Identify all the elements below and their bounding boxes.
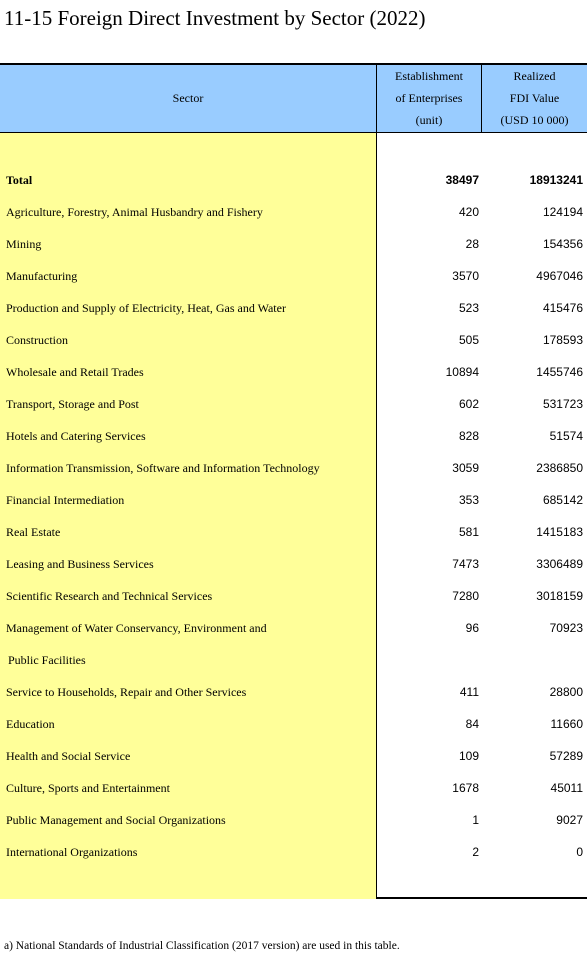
table-row: [0, 229, 587, 261]
table-row: [0, 517, 587, 549]
table-row: [0, 261, 587, 293]
table-row: [0, 613, 587, 677]
table-row: [0, 389, 587, 421]
sector-name: Education: [6, 717, 55, 731]
sector-name: Mining: [6, 237, 42, 251]
header-fdi-line-2: FDI Value: [509, 91, 560, 105]
sector-name: Agriculture, Forestry, Animal Husbandry and Fishery: [6, 205, 263, 219]
fdi-table: [0, 63, 587, 899]
fdi-value: 531723: [542, 397, 583, 411]
header-establishment-line-1: Establishment: [395, 69, 463, 83]
fdi-value: 1455746: [536, 365, 583, 379]
sector-name: Management of Water Conservancy, Environment and: [6, 621, 267, 635]
table-row: [0, 741, 587, 773]
table-header: [0, 65, 587, 133]
establishments-value: 109: [458, 749, 479, 763]
sector-name: Construction: [6, 333, 68, 347]
header-fdi-line-1: Realized: [513, 69, 556, 83]
fdi-value: 1415183: [536, 525, 583, 539]
table-row: [0, 357, 587, 389]
footnote: a) National Standards of Industrial Classification (2017 version) are used in this table.: [4, 940, 400, 952]
sector-name: Health and Social Service: [6, 749, 131, 763]
establishments-value: 7280: [452, 589, 479, 603]
table-row: [0, 837, 587, 869]
fdi-value: 2386850: [536, 461, 583, 475]
fdi-value: 9027: [556, 813, 583, 827]
fdi-value: 11660: [550, 717, 583, 731]
fdi-value: 124194: [542, 205, 583, 219]
establishments-value: 602: [458, 397, 479, 411]
establishments-value: 7473: [452, 557, 479, 571]
header-fdi-line-3: (USD 10 000): [500, 113, 569, 127]
sector-name: Information Transmission, Software and Information Technology: [6, 461, 320, 475]
fdi-value: 70923: [549, 621, 583, 635]
fdi-value: 28800: [549, 685, 583, 699]
header-establishment-line-2: of Enterprises: [395, 91, 463, 105]
fdi-value: 154356: [542, 237, 583, 251]
establishments-value: 96: [465, 621, 479, 635]
table-row: [0, 773, 587, 805]
header-column-divider: [481, 65, 482, 133]
header-establishment: [377, 65, 481, 131]
sector-name: Wholesale and Retail Trades: [6, 365, 144, 379]
sector-name: Financial Intermediation: [6, 493, 125, 507]
sector-name: Scientific Research and Technical Services: [6, 589, 213, 603]
header-establishment-line-3: (unit): [415, 113, 443, 127]
fdi-value: 57289: [549, 749, 583, 763]
sector-name-continued: Public Facilities: [8, 653, 86, 667]
establishments-value: 28: [465, 237, 479, 251]
table-row: [0, 581, 587, 613]
establishments-value: 420: [458, 205, 479, 219]
establishments-value: 3059: [452, 461, 479, 475]
establishments-value: 523: [458, 301, 479, 315]
fdi-value: 18913241: [529, 173, 583, 187]
establishments-value: 828: [458, 429, 479, 443]
table-row: [0, 709, 587, 741]
table-row: [0, 549, 587, 581]
table-row: [0, 677, 587, 709]
sector-name: Total: [6, 173, 33, 187]
establishments-value: 581: [458, 525, 479, 539]
fdi-value: 178593: [542, 333, 583, 347]
header-sector: Sector: [172, 90, 204, 105]
sector-name: Hotels and Catering Services: [6, 429, 146, 443]
table-row: [0, 805, 587, 837]
sector-name: Leasing and Business Services: [6, 557, 154, 571]
sector-name: International Organizations: [6, 845, 138, 859]
sector-name: Culture, Sports and Entertainment: [6, 781, 170, 795]
fdi-value: 685142: [542, 493, 583, 507]
table-row: [0, 453, 587, 485]
establishments-value: 84: [465, 717, 479, 731]
table-row: [0, 485, 587, 517]
sector-name: Production and Supply of Electricity, Heat, Gas and Water: [6, 301, 286, 315]
sector-name: Transport, Storage and Post: [6, 397, 139, 411]
sector-name: Manufacturing: [6, 269, 78, 283]
establishments-value: 505: [458, 333, 479, 347]
establishments-value: 411: [459, 685, 479, 699]
establishments-value: 1: [472, 813, 479, 827]
header-fdi: [482, 65, 587, 131]
table-row: [0, 421, 587, 453]
fdi-value: 45011: [550, 781, 583, 795]
fdi-value: 51574: [549, 429, 583, 443]
fdi-value: 3018159: [536, 589, 583, 603]
establishments-value: 10894: [445, 365, 479, 379]
sector-name: Public Management and Social Organizations: [6, 813, 226, 827]
establishments-value: 1678: [452, 781, 479, 795]
page-title: 11-15 Foreign Direct Investment by Sector (2022): [4, 6, 426, 30]
establishments-value: 38497: [445, 173, 479, 187]
establishments-value: 353: [458, 493, 479, 507]
fdi-value: 4967046: [536, 269, 583, 283]
fdi-value: 0: [576, 845, 583, 859]
establishments-value: 3570: [452, 269, 479, 283]
fdi-value: 415476: [542, 301, 583, 315]
establishments-value: 2: [472, 845, 479, 859]
table-row: [0, 293, 587, 325]
table-body: [0, 165, 587, 869]
table-row-total: [0, 165, 587, 197]
table-row: [0, 197, 587, 229]
table-row: [0, 325, 587, 357]
fdi-value: 3306489: [536, 557, 583, 571]
sector-name: Real Estate: [6, 525, 61, 539]
sector-name: Service to Households, Repair and Other Services: [6, 685, 247, 699]
